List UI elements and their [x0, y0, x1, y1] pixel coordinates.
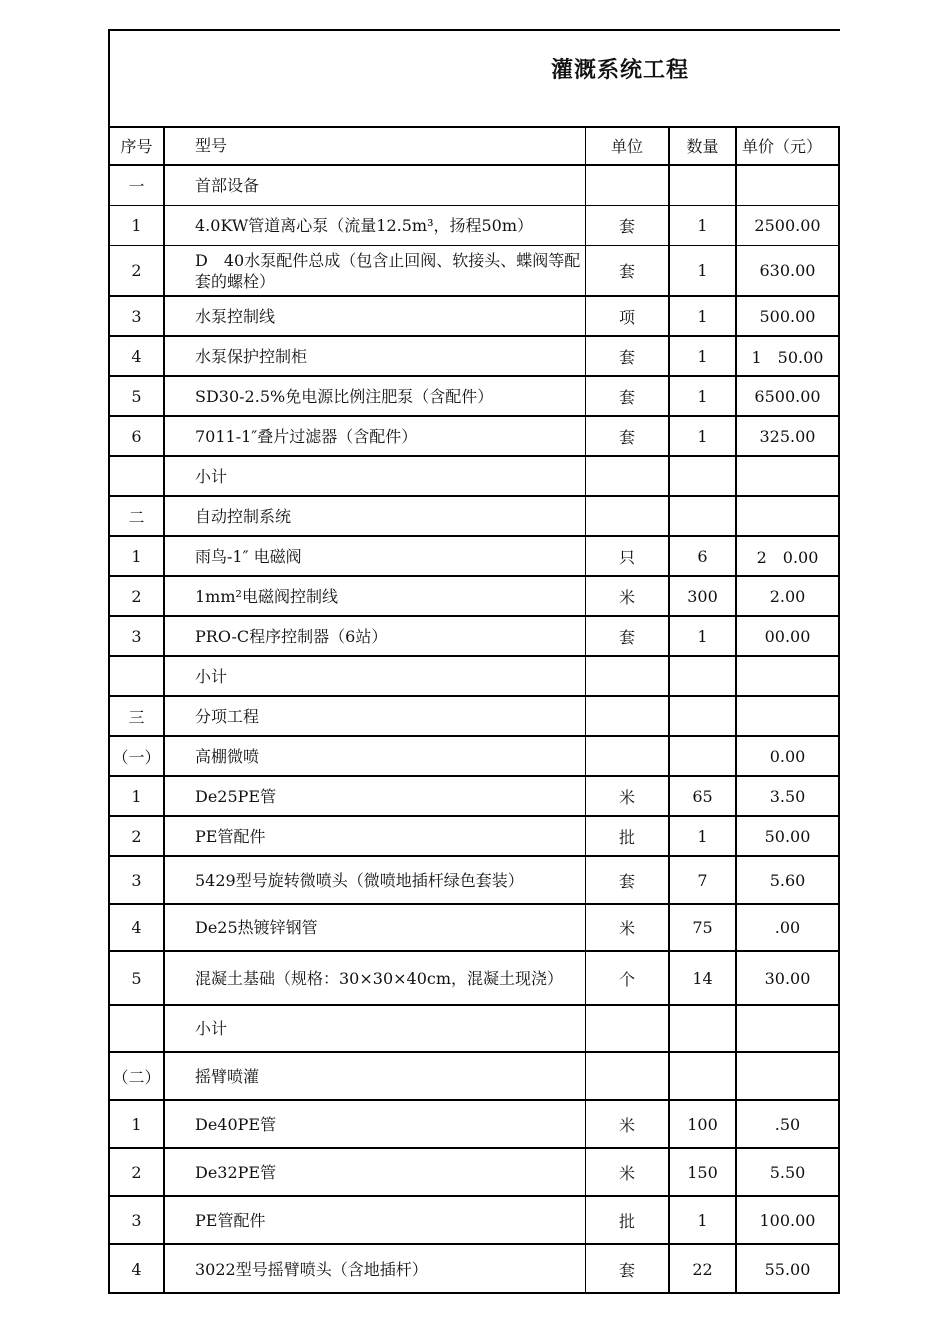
- table-row: [110, 857, 840, 905]
- cell-unit: [586, 697, 670, 735]
- cell-unit: 套: [586, 857, 670, 903]
- cell-price: 1 50.00: [737, 337, 840, 375]
- cell-qty: 14: [670, 952, 737, 1004]
- cell-unit: [586, 1006, 670, 1051]
- cell-model: De40PE管: [165, 1101, 586, 1147]
- cell-price: 50.00: [737, 817, 840, 855]
- cell-qty: [670, 166, 737, 205]
- cell-qty: [670, 697, 737, 735]
- cell-model: 4.0KW管道离心泵（流量12.5m³，扬程50m）: [165, 205, 586, 245]
- cell-qty: 100: [670, 1101, 737, 1147]
- cell-qty: 1: [670, 246, 737, 295]
- cell-qty: 7: [670, 857, 737, 903]
- cell-seq: 2: [110, 577, 165, 615]
- cell-qty: [670, 1053, 737, 1099]
- table-row: [110, 537, 840, 577]
- cell-qty: [670, 1006, 737, 1051]
- header-seq: 序号: [110, 126, 165, 164]
- cell-seq: 5: [110, 377, 165, 415]
- cell-qty: 150: [670, 1149, 737, 1195]
- cell-model: 摇臂喷灌: [165, 1053, 586, 1099]
- cell-unit: 只: [586, 537, 670, 575]
- cell-model: 1mm²电磁阀控制线: [165, 577, 586, 615]
- cell-price: [737, 697, 840, 735]
- table-row: [110, 737, 840, 777]
- cell-unit: 套: [586, 337, 670, 375]
- cell-price: 325.00: [737, 417, 840, 455]
- cell-unit: 批: [586, 817, 670, 855]
- cell-price: [737, 166, 840, 205]
- table-row: [110, 166, 840, 206]
- cell-price: 6500.00: [737, 377, 840, 415]
- cell-seq: 4: [110, 1245, 165, 1293]
- cell-price: 2 0.00: [737, 537, 840, 575]
- cell-unit: 套: [586, 1245, 670, 1293]
- header-qty: 数量: [670, 126, 737, 164]
- cell-price: 00.00: [737, 617, 840, 655]
- cell-price: [737, 457, 840, 495]
- cell-qty: 65: [670, 777, 737, 815]
- table-row: [110, 657, 840, 697]
- cell-seq: 1: [110, 537, 165, 575]
- cell-seq: 1: [110, 1101, 165, 1147]
- cell-model: SD30-2.5%免电源比例注肥泵（含配件）: [165, 377, 586, 415]
- cell-model: 小计: [165, 1006, 586, 1051]
- table-row: [110, 457, 840, 497]
- cell-seq: 2: [110, 1149, 165, 1195]
- cell-seq: 2: [110, 246, 165, 295]
- cell-model: D 40水泵配件总成（包含止回阀、软接头、蝶阀等配套的螺栓）: [165, 246, 586, 295]
- cell-model: 分项工程: [165, 697, 586, 735]
- cell-qty: 1: [670, 205, 737, 245]
- table-row: [110, 697, 840, 737]
- cell-model: 5429型号旋转微喷头（微喷地插杆绿色套装）: [165, 857, 586, 903]
- cell-seq: 3: [110, 297, 165, 335]
- cell-qty: 22: [670, 1245, 737, 1293]
- table-row: [110, 952, 840, 1006]
- cell-seq: 3: [110, 857, 165, 903]
- table-row: [110, 377, 840, 417]
- header-row: [110, 126, 840, 166]
- cell-model: 首部设备: [165, 166, 586, 205]
- cell-qty: 1: [670, 1197, 737, 1243]
- table-row: [110, 497, 840, 537]
- header-unit: 单位: [586, 126, 670, 164]
- cell-unit: 米: [586, 905, 670, 950]
- table-row: [110, 1006, 840, 1053]
- cell-qty: 300: [670, 577, 737, 615]
- cell-seq: 4: [110, 337, 165, 375]
- cell-price: [737, 1053, 840, 1099]
- page-title: 灌溉系统工程: [550, 57, 689, 83]
- cell-model: 自动控制系统: [165, 497, 586, 535]
- cell-seq: [110, 657, 165, 695]
- cell-model: 水泵控制线: [165, 297, 586, 335]
- table-row: [110, 817, 840, 857]
- table-row: [110, 337, 840, 377]
- table-row: [110, 1197, 840, 1245]
- cell-price: 2.00: [737, 577, 840, 615]
- table-row: [110, 617, 840, 657]
- cell-unit: 套: [586, 377, 670, 415]
- cell-seq: 二: [110, 497, 165, 535]
- cell-qty: 1: [670, 377, 737, 415]
- cell-seq: 3: [110, 617, 165, 655]
- cell-price: 5.60: [737, 857, 840, 903]
- table-row: [110, 777, 840, 817]
- cell-model: 7011-1″叠片过滤器（含配件）: [165, 417, 586, 455]
- cell-qty: 1: [670, 617, 737, 655]
- cell-price: 0.00: [737, 737, 840, 775]
- table-row: [110, 1101, 840, 1149]
- cell-seq: 1: [110, 777, 165, 815]
- cell-unit: [586, 457, 670, 495]
- cell-price: 630.00: [737, 246, 840, 295]
- cell-qty: [670, 657, 737, 695]
- header-model: 型号: [165, 126, 586, 164]
- cell-model: PE管配件: [165, 1197, 586, 1243]
- cell-seq: 4: [110, 905, 165, 950]
- cell-seq: [110, 457, 165, 495]
- cell-qty: 6: [670, 537, 737, 575]
- cell-seq: [110, 1006, 165, 1051]
- cell-unit: 米: [586, 1101, 670, 1147]
- table-row: [110, 1149, 840, 1197]
- cell-seq: 一: [110, 166, 165, 205]
- table-row: [110, 1245, 840, 1293]
- cell-seq: 5: [110, 952, 165, 1004]
- cell-price: 5.50: [737, 1149, 840, 1195]
- cell-model: 小计: [165, 657, 586, 695]
- quotation-table: [108, 29, 840, 1294]
- cell-unit: 米: [586, 1149, 670, 1195]
- cell-price: 3.50: [737, 777, 840, 815]
- cell-unit: 项: [586, 297, 670, 335]
- cell-unit: 套: [586, 417, 670, 455]
- table-row: [110, 205, 840, 246]
- cell-qty: 75: [670, 905, 737, 950]
- cell-model: 混凝土基础（规格：30×30×40cm，混凝土现浇）: [165, 952, 586, 1004]
- cell-price: [737, 1006, 840, 1051]
- cell-model: 水泵保护控制柜: [165, 337, 586, 375]
- cell-qty: 1: [670, 417, 737, 455]
- cell-price: 30.00: [737, 952, 840, 1004]
- table-row: [110, 577, 840, 617]
- cell-qty: 1: [670, 297, 737, 335]
- cell-unit: 套: [586, 246, 670, 295]
- cell-unit: 批: [586, 1197, 670, 1243]
- cell-unit: [586, 497, 670, 535]
- cell-seq: 2: [110, 817, 165, 855]
- table-row: [110, 297, 840, 337]
- cell-model: PRO-C程序控制器（6站）: [165, 617, 586, 655]
- cell-price: .00: [737, 905, 840, 950]
- table-row: [110, 246, 840, 297]
- cell-unit: 套: [586, 205, 670, 245]
- cell-model: 小计: [165, 457, 586, 495]
- cell-unit: [586, 737, 670, 775]
- cell-model: De25热镀锌钢管: [165, 905, 586, 950]
- cell-qty: 1: [670, 337, 737, 375]
- cell-price: [737, 657, 840, 695]
- cell-model: 高棚微喷: [165, 737, 586, 775]
- cell-price: 2500.00: [737, 205, 840, 245]
- title-area: [110, 31, 840, 128]
- cell-unit: 套: [586, 617, 670, 655]
- cell-seq: 1: [110, 205, 165, 245]
- cell-unit: [586, 1053, 670, 1099]
- cell-seq: （二）: [110, 1053, 165, 1099]
- cell-model: De25PE管: [165, 777, 586, 815]
- cell-seq: 6: [110, 417, 165, 455]
- table-row: [110, 417, 840, 457]
- cell-price: [737, 497, 840, 535]
- cell-model: 3022型号摇臂喷头（含地插杆）: [165, 1245, 586, 1293]
- cell-qty: 1: [670, 817, 737, 855]
- cell-price: 55.00: [737, 1245, 840, 1293]
- cell-qty: [670, 737, 737, 775]
- cell-unit: [586, 166, 670, 205]
- cell-model: PE管配件: [165, 817, 586, 855]
- cell-seq: 3: [110, 1197, 165, 1243]
- table-row: [110, 905, 840, 952]
- cell-price: 500.00: [737, 297, 840, 335]
- cell-unit: 个: [586, 952, 670, 1004]
- cell-price: .50: [737, 1101, 840, 1147]
- cell-unit: 米: [586, 577, 670, 615]
- cell-model: 雨鸟-1″ 电磁阀: [165, 537, 586, 575]
- cell-unit: [586, 657, 670, 695]
- cell-qty: [670, 457, 737, 495]
- header-price: 单价（元）: [737, 126, 840, 164]
- cell-seq: （一）: [110, 737, 165, 775]
- cell-qty: [670, 497, 737, 535]
- table-row: [110, 1053, 840, 1101]
- cell-price: 100.00: [737, 1197, 840, 1243]
- cell-unit: 米: [586, 777, 670, 815]
- cell-model: De32PE管: [165, 1149, 586, 1195]
- cell-seq: 三: [110, 697, 165, 735]
